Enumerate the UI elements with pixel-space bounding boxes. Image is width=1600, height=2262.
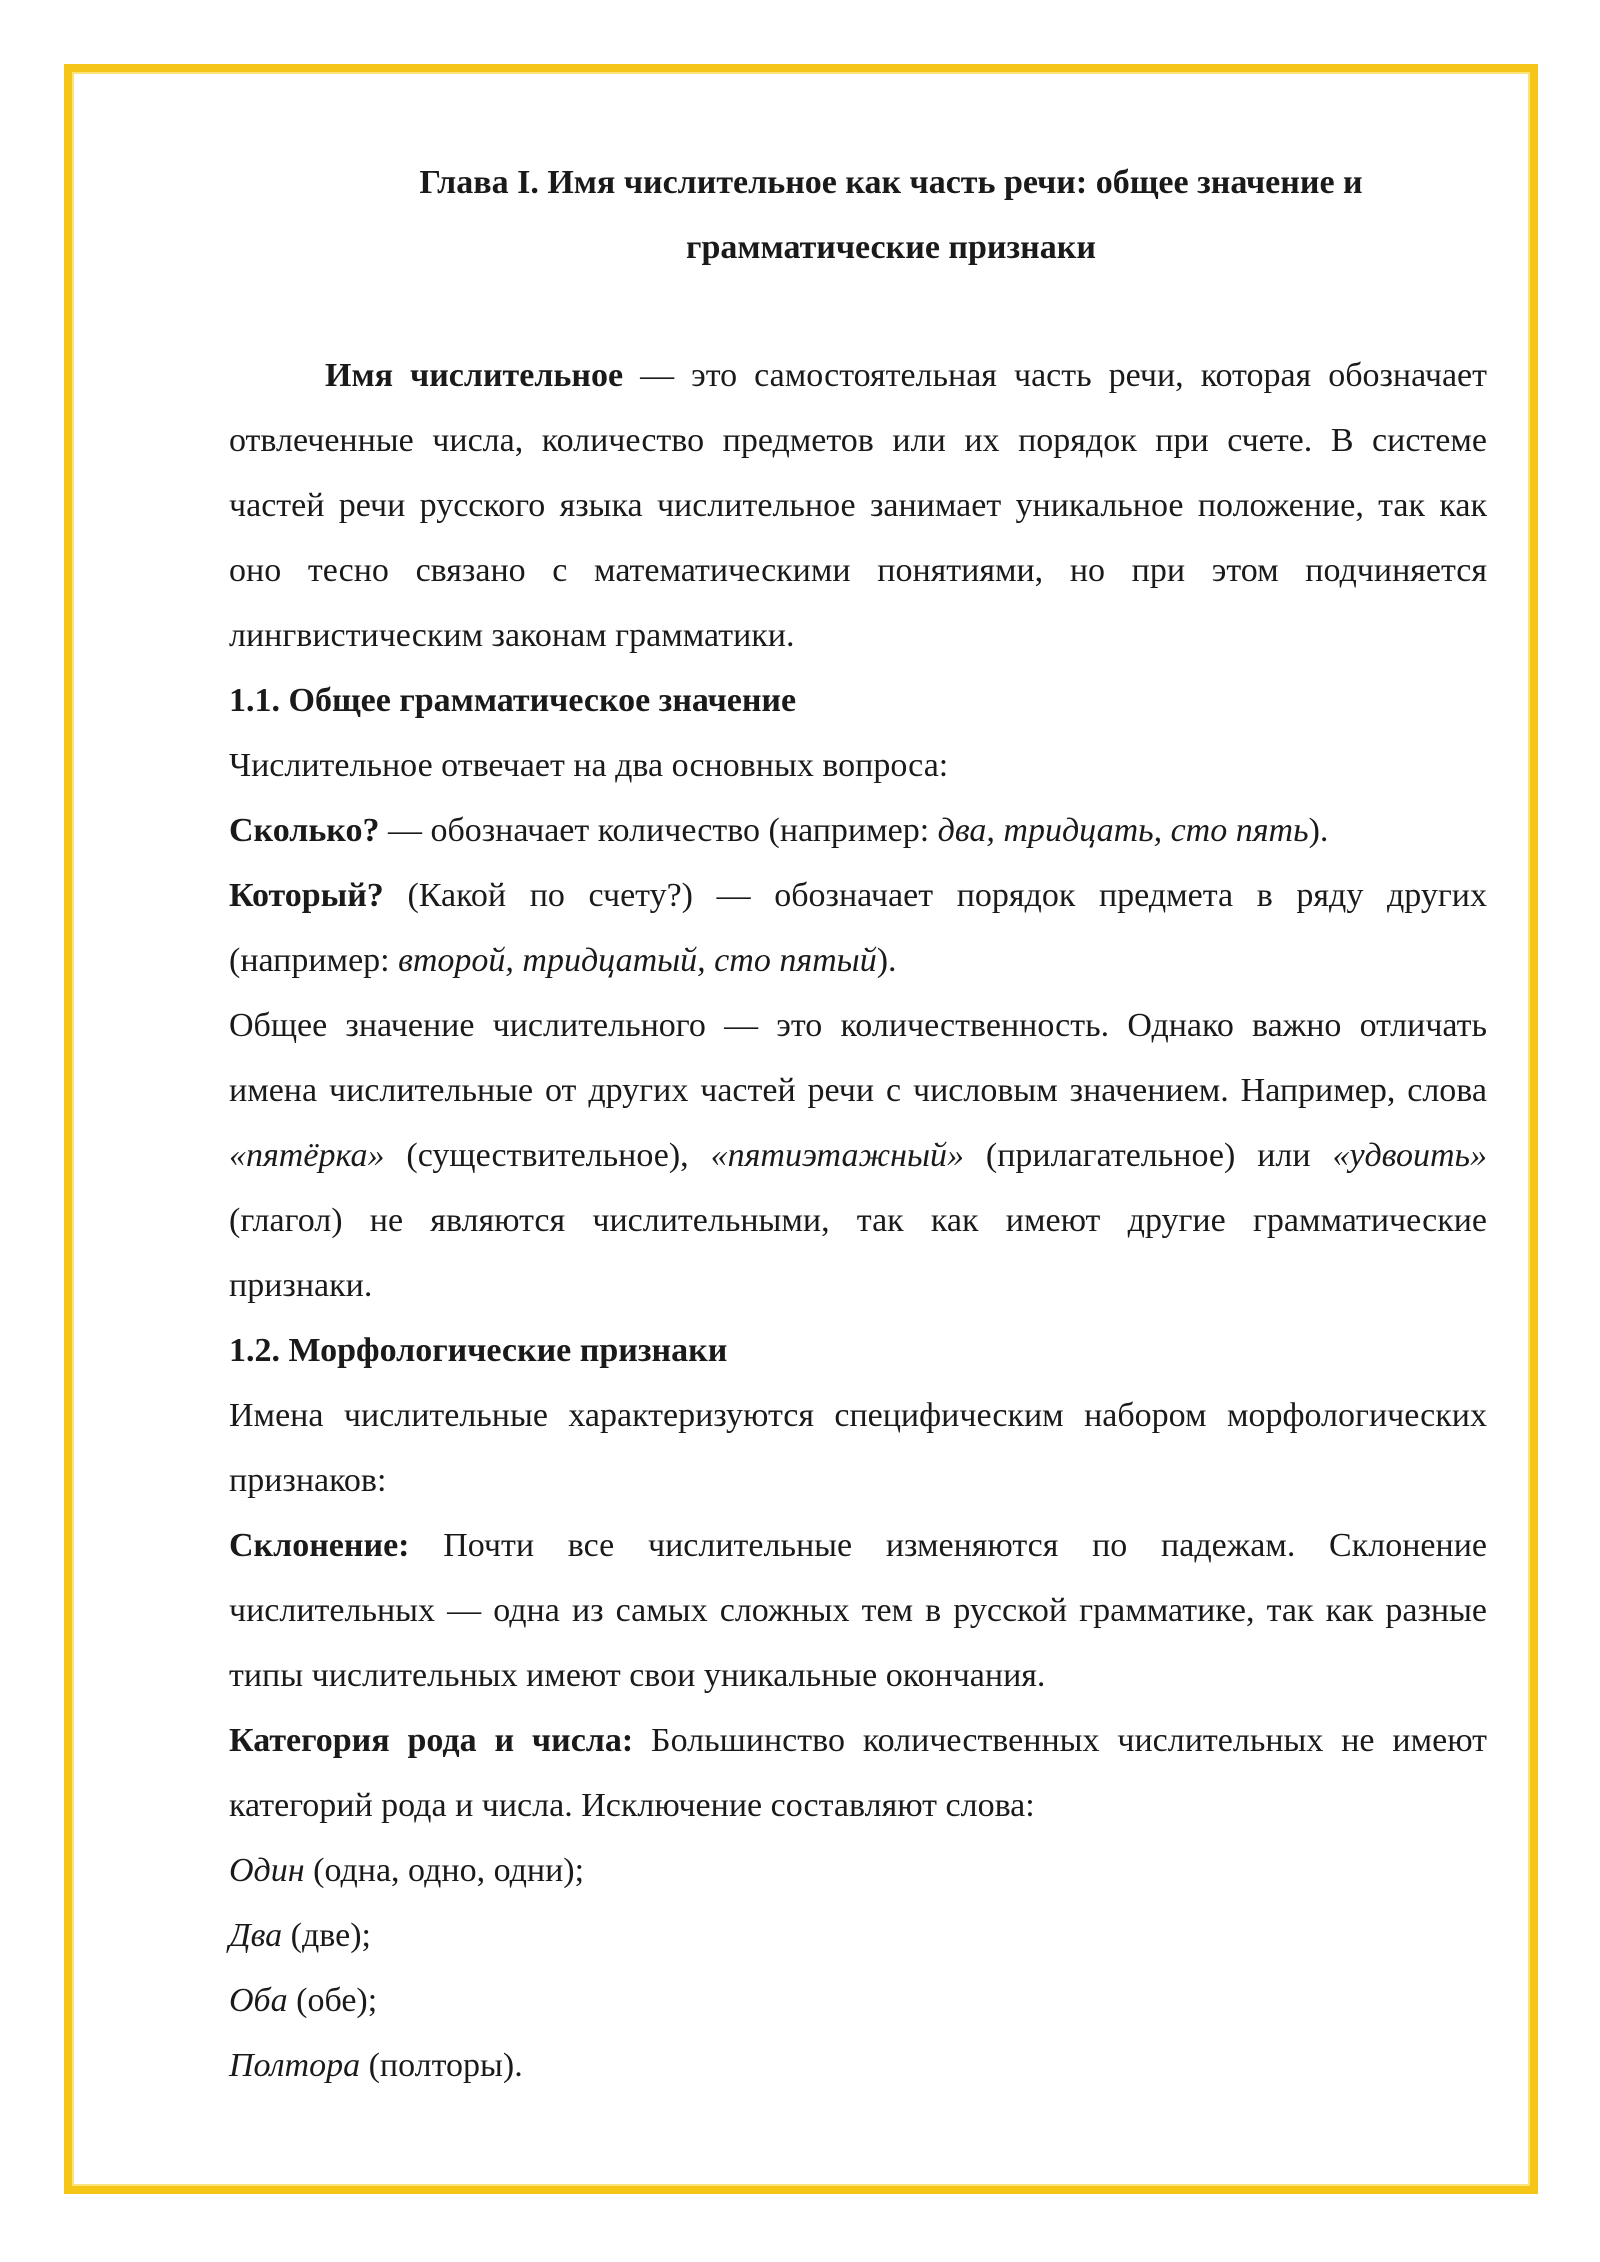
question-how-many-end: ). xyxy=(1308,812,1329,849)
chapter-title xyxy=(229,150,1487,280)
exception-forms: (две); xyxy=(282,1917,372,1954)
section-2-lead: Имена числительные характеризуются специфическим набором морфологических признаков: xyxy=(229,1397,1487,1499)
exception-forms: (полторы). xyxy=(360,2047,523,2084)
exception-item xyxy=(229,1838,1487,1903)
intro-text: — это самостоятельная часть речи, которая обозначает отвлеченные числа, количество предметов или их порядок при счете. В системе частей речи русского языка числительное занимает уникальное положение, так как оно тесно связано с математическими понятиями, но при этом подчиняется лингвистическим законам грамматики. xyxy=(229,357,1487,654)
question-which-text: (Какой по счету?) — обозначает порядок предмета в ряду других (например: xyxy=(229,877,1487,979)
question-which xyxy=(229,863,1487,993)
exception-forms: (одна, одно, одни); xyxy=(304,1852,585,1889)
gender-number-text: Большинство количественных числительных не имеют категорий рода и числа. Исключение составляют слова: xyxy=(229,1722,1488,1824)
chapter-title-line-2: грамматические признаки xyxy=(686,229,1096,266)
question-which-examples: второй, тридцатый, сто пятый xyxy=(398,942,877,979)
question-which-end: ). xyxy=(876,942,897,979)
exception-word: Полтора xyxy=(229,2047,361,2084)
general-meaning-part-4: (глагол) не являются числительными, так как имеют другие грамматические признаки. xyxy=(229,1202,1487,1304)
exception-item xyxy=(229,1903,1487,1968)
document-body xyxy=(229,150,1487,2098)
section-1-lead: Числительное отвечает на два основных вопроса: xyxy=(229,747,949,784)
gender-number-paragraph xyxy=(229,1708,1487,1838)
example-word-2: «пятиэтажный» xyxy=(710,1137,964,1174)
section-2-heading: 1.2. Морфологические признаки xyxy=(229,1332,728,1369)
general-meaning-part-3: (прилагательное) или xyxy=(963,1137,1333,1174)
question-which-label: Который? xyxy=(229,877,384,914)
example-word-3: «удвоить» xyxy=(1332,1137,1488,1174)
section-1-heading: 1.1. Общее грамматическое значение xyxy=(229,682,797,719)
gender-number-label: Категория рода и числа: xyxy=(229,1722,634,1759)
declension-paragraph xyxy=(229,1513,1487,1708)
declension-label: Склонение: xyxy=(229,1527,410,1564)
exception-word: Оба xyxy=(229,1982,288,2019)
exception-word: Два xyxy=(229,1917,283,1954)
declension-text: Почти все числительные изменяются по падежам. Склонение числительных — одна из самых сложных тем в русской грамматике, так как разные типы числительных имеют свои уникальные окончания. xyxy=(229,1527,1487,1694)
exception-word: Один xyxy=(229,1852,305,1889)
general-meaning-paragraph xyxy=(229,993,1487,1318)
exception-forms: (обе); xyxy=(287,1982,378,2019)
question-how-many-text: — обозначает количество (например: xyxy=(379,812,938,849)
intro-paragraph xyxy=(229,343,1487,668)
chapter-title-line-1: Глава I. Имя числительное как часть речи: общее значение и xyxy=(419,164,1363,201)
question-how-many-label: Сколько? xyxy=(229,812,380,849)
exception-item xyxy=(229,2033,1487,2098)
exception-item xyxy=(229,1968,1487,2033)
question-how-many-examples: два, тридцать, сто пять xyxy=(937,812,1309,849)
general-meaning-part-2: (существительное), xyxy=(384,1137,711,1174)
example-word-1: «пятёрка» xyxy=(229,1137,385,1174)
question-how-many xyxy=(229,798,1487,863)
general-meaning-part-1: Общее значение числительного — это количественность. Однако важно отличать имена числительные от других частей речи с числовым значением. Например, слова xyxy=(229,1007,1487,1109)
intro-term: Имя числительное xyxy=(325,357,624,394)
